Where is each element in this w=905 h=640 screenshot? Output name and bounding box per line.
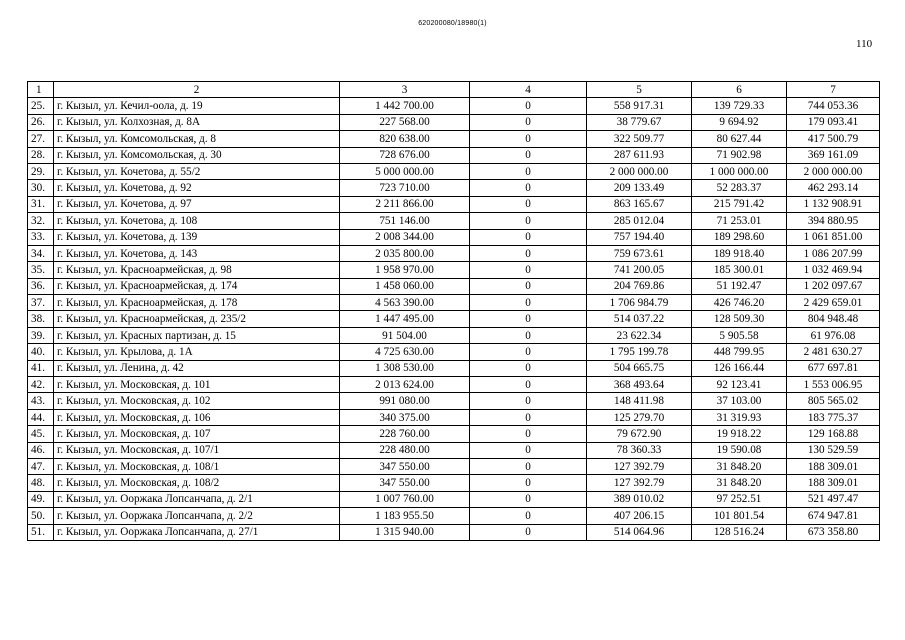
table-row	[28, 131, 880, 147]
value-cell: 1 553 006.95	[787, 377, 880, 393]
address-cell: г. Кызыл, ул. Кочетова, д. 97	[54, 196, 340, 212]
value-cell: 2 000 000.00	[787, 163, 880, 179]
table-row	[28, 196, 880, 212]
value-cell: 0	[470, 360, 587, 376]
value-cell: 19 590.08	[692, 442, 787, 458]
value-cell: 52 283.37	[692, 180, 787, 196]
value-cell: 130 529.59	[787, 442, 880, 458]
column-header: 1	[28, 82, 54, 98]
value-cell: 322 509.77	[587, 131, 692, 147]
table-row	[28, 426, 880, 442]
page-number: 110	[856, 38, 873, 50]
value-cell: 558 917.31	[587, 98, 692, 114]
value-cell: 5 905.58	[692, 327, 787, 343]
table-row	[28, 508, 880, 524]
table-row	[28, 524, 880, 540]
table-row	[28, 360, 880, 376]
table-row	[28, 458, 880, 474]
column-header: 5	[587, 82, 692, 98]
value-cell: 189 918.40	[692, 245, 787, 261]
value-cell: 0	[470, 409, 587, 425]
row-number: 48.	[28, 475, 54, 491]
value-cell: 2 035 800.00	[340, 245, 470, 261]
row-number: 43.	[28, 393, 54, 409]
address-cell: г. Кызыл, ул. Красноармейская, д. 178	[54, 295, 340, 311]
address-cell: г. Кызыл, ул. Московская, д. 101	[54, 377, 340, 393]
value-cell: 128 516.24	[692, 524, 787, 540]
value-cell: 394 880.95	[787, 213, 880, 229]
value-cell: 185 300.01	[692, 262, 787, 278]
value-cell: 61 976.08	[787, 327, 880, 343]
value-cell: 31 848.20	[692, 458, 787, 474]
value-cell: 2 013 624.00	[340, 377, 470, 393]
table-row	[28, 295, 880, 311]
value-cell: 0	[470, 442, 587, 458]
value-cell: 188 309.01	[787, 458, 880, 474]
value-cell: 2 211 866.00	[340, 196, 470, 212]
value-cell: 417 500.79	[787, 131, 880, 147]
value-cell: 1 007 760.00	[340, 491, 470, 507]
value-cell: 228 760.00	[340, 426, 470, 442]
table-body	[28, 98, 880, 541]
row-number: 30.	[28, 180, 54, 196]
value-cell: 31 848.20	[692, 475, 787, 491]
value-cell: 462 293.14	[787, 180, 880, 196]
value-cell: 820 638.00	[340, 131, 470, 147]
value-cell: 0	[470, 262, 587, 278]
value-cell: 179 093.41	[787, 114, 880, 130]
value-cell: 1 032 469.94	[787, 262, 880, 278]
value-cell: 448 799.95	[692, 344, 787, 360]
column-header: 7	[787, 82, 880, 98]
table-row	[28, 163, 880, 179]
address-cell: г. Кызыл, ул. Кочетова, д. 108	[54, 213, 340, 229]
value-cell: 188 309.01	[787, 475, 880, 491]
value-cell: 1 958 970.00	[340, 262, 470, 278]
value-cell: 127 392.79	[587, 475, 692, 491]
row-number: 34.	[28, 245, 54, 261]
value-cell: 287 611.93	[587, 147, 692, 163]
value-cell: 0	[470, 180, 587, 196]
value-cell: 805 565.02	[787, 393, 880, 409]
value-cell: 991 080.00	[340, 393, 470, 409]
value-cell: 204 769.86	[587, 278, 692, 294]
value-cell: 0	[470, 163, 587, 179]
row-number: 50.	[28, 508, 54, 524]
table-row	[28, 475, 880, 491]
value-cell: 504 665.75	[587, 360, 692, 376]
table-row	[28, 245, 880, 261]
table-row	[28, 327, 880, 343]
value-cell: 0	[470, 278, 587, 294]
column-header: 3	[340, 82, 470, 98]
value-cell: 0	[470, 458, 587, 474]
row-number: 49.	[28, 491, 54, 507]
table-row	[28, 213, 880, 229]
value-cell: 0	[470, 295, 587, 311]
value-cell: 514 037.22	[587, 311, 692, 327]
address-cell: г. Кызыл, ул. Московская, д. 107	[54, 426, 340, 442]
address-cell: г. Кызыл, ул. Красноармейская, д. 174	[54, 278, 340, 294]
value-cell: 23 622.34	[587, 327, 692, 343]
value-cell: 368 493.64	[587, 377, 692, 393]
address-cell: г. Кызыл, ул. Кочетова, д. 143	[54, 245, 340, 261]
value-cell: 1 706 984.79	[587, 295, 692, 311]
row-number: 36.	[28, 278, 54, 294]
value-cell: 0	[470, 245, 587, 261]
table-row	[28, 491, 880, 507]
value-cell: 2 429 659.01	[787, 295, 880, 311]
value-cell: 1 086 207.99	[787, 245, 880, 261]
value-cell: 101 801.54	[692, 508, 787, 524]
value-cell: 1 132 908.91	[787, 196, 880, 212]
value-cell: 757 194.40	[587, 229, 692, 245]
value-cell: 728 676.00	[340, 147, 470, 163]
value-cell: 369 161.09	[787, 147, 880, 163]
column-header: 4	[470, 82, 587, 98]
value-cell: 4 563 390.00	[340, 295, 470, 311]
value-cell: 215 791.42	[692, 196, 787, 212]
row-number: 31.	[28, 196, 54, 212]
address-cell: г. Кызыл, ул. Ленина, д. 42	[54, 360, 340, 376]
value-cell: 80 627.44	[692, 131, 787, 147]
value-cell: 674 947.81	[787, 508, 880, 524]
address-cell: г. Кызыл, ул. Красноармейская, д. 235/2	[54, 311, 340, 327]
value-cell: 148 411.98	[587, 393, 692, 409]
row-number: 39.	[28, 327, 54, 343]
value-cell: 97 252.51	[692, 491, 787, 507]
value-cell: 128 509.30	[692, 311, 787, 327]
value-cell: 91 504.00	[340, 327, 470, 343]
table-row	[28, 262, 880, 278]
value-cell: 521 497.47	[787, 491, 880, 507]
table-row	[28, 114, 880, 130]
column-header: 6	[692, 82, 787, 98]
address-cell: г. Кызыл, ул. Кочетова, д. 92	[54, 180, 340, 196]
value-cell: 407 206.15	[587, 508, 692, 524]
value-cell: 0	[470, 491, 587, 507]
table-row	[28, 344, 880, 360]
table-header-row	[28, 82, 880, 98]
value-cell: 2 000 000.00	[587, 163, 692, 179]
document-id: 620200080/18980(1)	[418, 20, 487, 27]
value-cell: 0	[470, 98, 587, 114]
value-cell: 1 000 000.00	[692, 163, 787, 179]
value-cell: 5 000 000.00	[340, 163, 470, 179]
value-cell: 1 458 060.00	[340, 278, 470, 294]
value-cell: 0	[470, 213, 587, 229]
value-cell: 51 192.47	[692, 278, 787, 294]
row-number: 45.	[28, 426, 54, 442]
value-cell: 0	[470, 524, 587, 540]
value-cell: 340 375.00	[340, 409, 470, 425]
address-cell: г. Кызыл, ул. Московская, д. 106	[54, 409, 340, 425]
address-cell: г. Кызыл, ул. Красноармейская, д. 98	[54, 262, 340, 278]
value-cell: 1 202 097.67	[787, 278, 880, 294]
value-cell: 4 725 630.00	[340, 344, 470, 360]
address-cell: г. Кызыл, ул. Комсомольская, д. 30	[54, 147, 340, 163]
value-cell: 723 710.00	[340, 180, 470, 196]
value-cell: 139 729.33	[692, 98, 787, 114]
table-row	[28, 229, 880, 245]
table-row	[28, 278, 880, 294]
value-cell: 804 948.48	[787, 311, 880, 327]
value-cell: 78 360.33	[587, 442, 692, 458]
row-number: 33.	[28, 229, 54, 245]
value-cell: 227 568.00	[340, 114, 470, 130]
value-cell: 1 315 940.00	[340, 524, 470, 540]
table-row	[28, 442, 880, 458]
row-number: 25.	[28, 98, 54, 114]
address-cell: г. Кызыл, ул. Колхозная, д. 8А	[54, 114, 340, 130]
value-cell: 125 279.70	[587, 409, 692, 425]
address-cell: г. Кызыл, ул. Московская, д. 102	[54, 393, 340, 409]
value-cell: 673 358.80	[787, 524, 880, 540]
value-cell: 744 053.36	[787, 98, 880, 114]
value-cell: 285 012.04	[587, 213, 692, 229]
row-number: 47.	[28, 458, 54, 474]
value-cell: 1 447 495.00	[340, 311, 470, 327]
value-cell: 127 392.79	[587, 458, 692, 474]
row-number: 41.	[28, 360, 54, 376]
value-cell: 2 008 344.00	[340, 229, 470, 245]
row-number: 29.	[28, 163, 54, 179]
value-cell: 0	[470, 426, 587, 442]
value-cell: 1 183 955.50	[340, 508, 470, 524]
table-row	[28, 377, 880, 393]
row-number: 46.	[28, 442, 54, 458]
row-number: 32.	[28, 213, 54, 229]
value-cell: 1 308 530.00	[340, 360, 470, 376]
column-header: 2	[54, 82, 340, 98]
value-cell: 183 775.37	[787, 409, 880, 425]
value-cell: 129 168.88	[787, 426, 880, 442]
value-cell: 0	[470, 344, 587, 360]
row-number: 38.	[28, 311, 54, 327]
value-cell: 0	[470, 508, 587, 524]
value-cell: 759 673.61	[587, 245, 692, 261]
value-cell: 389 010.02	[587, 491, 692, 507]
value-cell: 0	[470, 393, 587, 409]
row-number: 28.	[28, 147, 54, 163]
value-cell: 0	[470, 147, 587, 163]
address-cell: г. Кызыл, ул. Московская, д. 108/2	[54, 475, 340, 491]
address-cell: г. Кызыл, ул. Ооржака Лопсанчапа, д. 27/1	[54, 524, 340, 540]
row-number: 40.	[28, 344, 54, 360]
registry-table	[27, 81, 880, 541]
value-cell: 209 133.49	[587, 180, 692, 196]
value-cell: 19 918.22	[692, 426, 787, 442]
row-number: 35.	[28, 262, 54, 278]
table-row	[28, 98, 880, 114]
address-cell: г. Кызыл, ул. Кечил-оола, д. 19	[54, 98, 340, 114]
value-cell: 9 694.92	[692, 114, 787, 130]
value-cell: 1 442 700.00	[340, 98, 470, 114]
address-cell: г. Кызыл, ул. Крылова, д. 1А	[54, 344, 340, 360]
value-cell: 126 166.44	[692, 360, 787, 376]
address-cell: г. Кызыл, ул. Красных партизан, д. 15	[54, 327, 340, 343]
value-cell: 37 103.00	[692, 393, 787, 409]
value-cell: 79 672.90	[587, 426, 692, 442]
value-cell: 189 298.60	[692, 229, 787, 245]
address-cell: г. Кызыл, ул. Кочетова, д. 139	[54, 229, 340, 245]
row-number: 26.	[28, 114, 54, 130]
value-cell: 0	[470, 131, 587, 147]
value-cell: 677 697.81	[787, 360, 880, 376]
address-cell: г. Кызыл, ул. Ооржака Лопсанчапа, д. 2/2	[54, 508, 340, 524]
table-row	[28, 180, 880, 196]
row-number: 37.	[28, 295, 54, 311]
row-number: 44.	[28, 409, 54, 425]
value-cell: 0	[470, 114, 587, 130]
value-cell: 347 550.00	[340, 458, 470, 474]
address-cell: г. Кызыл, ул. Московская, д. 108/1	[54, 458, 340, 474]
address-cell: г. Кызыл, ул. Кочетова, д. 55/2	[54, 163, 340, 179]
value-cell: 0	[470, 311, 587, 327]
value-cell: 347 550.00	[340, 475, 470, 491]
value-cell: 863 165.67	[587, 196, 692, 212]
value-cell: 71 253.01	[692, 213, 787, 229]
value-cell: 1 061 851.00	[787, 229, 880, 245]
address-cell: г. Кызыл, ул. Ооржака Лопсанчапа, д. 2/1	[54, 491, 340, 507]
value-cell: 0	[470, 327, 587, 343]
row-number: 51.	[28, 524, 54, 540]
table-row	[28, 311, 880, 327]
value-cell: 92 123.41	[692, 377, 787, 393]
value-cell: 514 064.96	[587, 524, 692, 540]
value-cell: 1 795 199.78	[587, 344, 692, 360]
value-cell: 0	[470, 196, 587, 212]
value-cell: 0	[470, 229, 587, 245]
value-cell: 31 319.93	[692, 409, 787, 425]
value-cell: 38 779.67	[587, 114, 692, 130]
table-row	[28, 147, 880, 163]
value-cell: 0	[470, 475, 587, 491]
row-number: 42.	[28, 377, 54, 393]
table-row	[28, 393, 880, 409]
row-number: 27.	[28, 131, 54, 147]
value-cell: 2 481 630.27	[787, 344, 880, 360]
address-cell: г. Кызыл, ул. Московская, д. 107/1	[54, 442, 340, 458]
value-cell: 71 902.98	[692, 147, 787, 163]
value-cell: 426 746.20	[692, 295, 787, 311]
address-cell: г. Кызыл, ул. Комсомольская, д. 8	[54, 131, 340, 147]
value-cell: 741 200.05	[587, 262, 692, 278]
value-cell: 0	[470, 377, 587, 393]
value-cell: 751 146.00	[340, 213, 470, 229]
table-row	[28, 409, 880, 425]
value-cell: 228 480.00	[340, 442, 470, 458]
